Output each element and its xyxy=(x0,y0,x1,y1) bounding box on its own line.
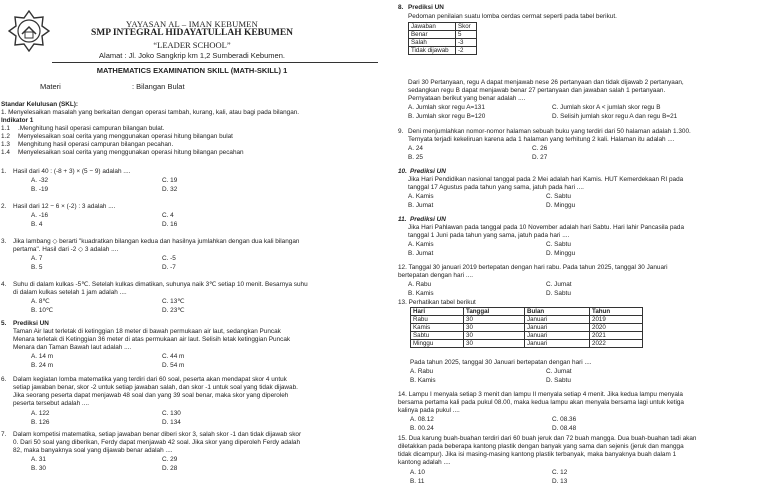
option-b: B. 11 xyxy=(410,478,425,485)
calendar-table xyxy=(410,307,643,348)
table-header-cell: Hari xyxy=(411,308,464,316)
question-text: Pedoman penilaian suatu lomba cerdas cermat seperti pada tabel berikut. xyxy=(408,13,617,20)
option-b: B. Jumlah skor regu B=120 xyxy=(408,113,486,120)
question-text: di dalam kulkas setelah 1 jam adalah .... xyxy=(13,289,127,296)
question-text: diletakkan pada beberapa kantong plastik dengan banyak yang sama dan sejenis (jeruk dan mangga xyxy=(398,443,684,450)
option-d: D. Minggu xyxy=(546,250,576,257)
indicator-text: Menyelesaikan soal cerita yang menggunakan operasi hitung bilangan bulat xyxy=(18,133,233,140)
skl-heading: Standar Kelulusan (SKL): xyxy=(1,101,79,108)
question-text: kalinya pada pukul .... xyxy=(398,407,460,414)
materi-value: : Bilangan Bulat xyxy=(132,82,185,91)
option-d: D. 32 xyxy=(162,186,178,193)
materi-row xyxy=(40,82,185,91)
option-b: B. 24 m xyxy=(31,362,54,369)
indicator-text: Menghitung hasil operasi campuran bilangan pecahan. xyxy=(18,141,174,148)
option-a: A. 14 m xyxy=(31,353,54,360)
table-cell: 30 xyxy=(464,324,525,332)
option-c: C. Jumat xyxy=(546,281,572,288)
option-d: D. 16 xyxy=(162,221,178,228)
question-number: 1. xyxy=(1,168,7,175)
option-d: D. Sabtu xyxy=(546,290,571,297)
question-text: Taman Air laut terletak di ketinggian 18 meter di bawah permukaan air laut, sedangkan Puncak xyxy=(13,328,281,335)
question-text: tanggal 17 Agustus pada tahun yang sama, jatuh pada hari .... xyxy=(408,184,584,191)
option-c: C. 08.36 xyxy=(552,416,577,423)
indicator-text: Menyelesaikan soal cerita yang menggunakan operasi hitung bilangan pecahan xyxy=(18,149,244,156)
table-cell: 2019 xyxy=(590,316,643,324)
question-text: bertepatan dengan hari .... xyxy=(398,272,473,279)
table-cell: 2020 xyxy=(590,324,643,332)
option-b: B. Jumat xyxy=(408,202,434,209)
question-number: 9. xyxy=(398,128,404,135)
table-cell: 30 xyxy=(464,332,525,340)
table-cell: 2021 xyxy=(590,332,643,340)
option-c: C. Sabtu xyxy=(546,241,571,248)
table-row xyxy=(411,340,643,348)
question-text: Hasil dari 40 : (-8 + 3) × (5 − 9) adalah .... xyxy=(13,168,131,175)
table-cell: 30 xyxy=(464,340,525,348)
question-text: kantong adalah .... xyxy=(398,459,451,466)
option-a: A. 8℃ xyxy=(31,298,50,305)
question-text: setiap jawaban benar, skor -2 untuk setiap jawaban salah, dan skor -1 untuk soal yang tidak dijawab. xyxy=(13,384,298,391)
table-cell: Kamis xyxy=(411,324,464,332)
exam-title: MATHEMATICS EXAMINATION SKILL (MATH-SKILL) 1 xyxy=(96,66,288,75)
option-c: C. 44 m xyxy=(162,353,185,360)
option-a: A. Jumlah skor regu A=131 xyxy=(408,104,485,111)
skl-text: 1. Menyelesaikan masalah yang berkaitan dengan operasi tambah, kurang, kali, atau bagi pada bilangan. xyxy=(1,109,300,116)
option-b: B. 5 xyxy=(31,264,43,271)
question-text: Deni menjumlahkan nomor-nomor halaman sebuah buku yang terdiri dari 50 halaman adalah 1.300. xyxy=(408,128,691,135)
option-c: C. -5 xyxy=(162,255,176,262)
question-text: Dalam kompetisi matematika, setiap jawaban benar diberi skor 3, salah skor -1 dan tidak dijawab skor xyxy=(13,431,302,438)
question-text: Menara terletak di Ketinggian 36 meter di atas permukaan air laut. Selisih letak ketinggian Puncak xyxy=(13,336,291,343)
table-cell: Rabu xyxy=(411,316,464,324)
question-text: Jika Hari Pendidikan nasional tanggal pada 2 Mei adalah hari Kamis. HUT Kemerdekaan RI pada xyxy=(408,176,684,183)
table-cell: Minggu xyxy=(411,340,464,348)
question-text: Dalam kegiatan lomba matematika yang terdiri dari 60 soal, peserta akan mendapat skor 4 untuk xyxy=(13,376,287,383)
option-c: C. 4 xyxy=(162,212,174,219)
question-text: 15. Dua karung buah-buahan terdiri dari 60 buah jeruk dan 72 buah mangga. Dua buah-buahan tadi akan xyxy=(398,435,697,442)
table-row xyxy=(411,324,643,332)
question-number: 4. xyxy=(1,281,7,288)
question-text: Jika lambang ◇ berarti "kuadratkan bilangan kedua dan hasilnya jumlahkan dengan dua kali bilangan xyxy=(13,238,300,245)
option-a: A. 08.12 xyxy=(410,416,434,423)
option-a: A. Kamis xyxy=(408,241,434,248)
option-a: A. Rabu xyxy=(410,368,434,375)
option-a: A. Rabu xyxy=(408,281,432,288)
option-d: D. Minggu xyxy=(546,202,576,209)
table-row xyxy=(409,47,477,55)
option-c: C. Jumat xyxy=(546,368,572,375)
question-text: Ternyata terjadi kekeliruan karena ada 1 halaman yang terhitung 2 kali. Halaman itu adalah .... xyxy=(408,136,675,143)
option-b: B. 4 xyxy=(31,221,43,228)
option-c: C. 13℃ xyxy=(162,298,185,305)
indicator-num: 1.2 xyxy=(1,133,10,140)
option-a: A. 10 xyxy=(410,469,425,476)
option-d: D. 28 xyxy=(162,465,178,472)
header-divider xyxy=(52,62,378,63)
table-cell: Januari xyxy=(525,324,590,332)
option-d: D. Sabtu xyxy=(546,377,571,384)
question-text: tanggal 1 Juni pada tahun yang sama, jatuh pada hari .... xyxy=(408,232,570,239)
option-c: C. 12 xyxy=(552,469,568,476)
question-text: Hasil dari 12 − 6 × (-2) : 3 adalah .... xyxy=(13,203,116,210)
materi-label: Materi xyxy=(40,82,61,91)
question-text: tidak dicampur). Jika isi masing-masing kantong plastik terbanyak, maka banyaknya buah dalam 1 xyxy=(398,451,677,458)
school-address: Alamat : Jl. Joko Sangkrip km 1,2 Sumberadi Kebumen. xyxy=(99,51,285,60)
question-text: Jika Hari Pahlawan pada tanggal pada 10 November adalah hari Sabtu. Hari lahir Pancasila pada xyxy=(408,224,685,231)
option-c: C. 19 xyxy=(162,177,178,184)
table-row xyxy=(411,316,643,324)
table-row xyxy=(409,39,477,47)
option-b: B. 10℃ xyxy=(31,307,54,314)
indikator-heading: Indikator 1 xyxy=(1,117,34,124)
option-b: B. 25 xyxy=(408,154,423,161)
question-text: sedangkan regu B dapat menjawab benar 27 pertanyaan dan jawaban salah 1 pertanyaan. xyxy=(408,87,666,94)
question-text: Dari 30 Pertanyaan, regu A dapat menjawab nese 26 pertanyaan dan tidak dijawab 2 pertanyaan, xyxy=(408,79,684,86)
table-cell: Januari xyxy=(525,332,590,340)
foundation-name: YAYASAN AL – IMAN KEBUMEN xyxy=(126,19,258,29)
school-name: SMP INTEGRAL HIDAYATULLAH KEBUMEN xyxy=(90,28,294,38)
question-title: Prediksi UN xyxy=(13,320,49,327)
option-c: C. 29 xyxy=(162,456,178,463)
table-header-cell: Tahun xyxy=(590,308,643,316)
question-text: Menara dan Taman Bawah laut adalah .... xyxy=(13,344,132,351)
table-row xyxy=(411,332,643,340)
question-number: 11. xyxy=(398,216,407,223)
option-b: B. 00.24 xyxy=(410,425,434,432)
indicator-num: 1.1 xyxy=(1,125,10,132)
table-cell: Januari xyxy=(525,340,590,348)
question-text: peserta tersebut adalah .... xyxy=(13,400,90,407)
table-header-cell: Bulan xyxy=(525,308,590,316)
question-text: Pada tahun 2025, tanggal 30 Januari bertepatan dengan hari .... xyxy=(410,359,592,366)
table-header-cell: Tanggal xyxy=(464,308,525,316)
question-title: Prediksi UN xyxy=(408,4,444,11)
table-cell: Skor xyxy=(456,23,477,31)
option-a: A. -16 xyxy=(31,212,49,219)
table-cell: 30 xyxy=(464,316,525,324)
table-cell: -2 xyxy=(456,47,477,55)
table-cell: Sabtu xyxy=(411,332,464,340)
question-number: 7. xyxy=(1,431,7,438)
option-c: C. Sabtu xyxy=(546,193,571,200)
option-a: A. 31 xyxy=(31,456,46,463)
question-number: 6. xyxy=(1,376,7,383)
option-b: B. Kamis xyxy=(410,377,436,384)
indicator-num: 1.4 xyxy=(1,149,10,156)
school-header xyxy=(0,0,384,66)
option-d: D. 08.48 xyxy=(552,425,577,432)
option-d: D. 23℃ xyxy=(162,307,185,314)
option-c: C. 26 xyxy=(532,145,548,152)
option-a: A. Kamis xyxy=(408,193,434,200)
question-text: 82, maka banyaknya soal yang dijawab benar adalah .... xyxy=(13,447,173,454)
question-number: 3. xyxy=(1,238,7,245)
option-b: B. Kamis xyxy=(408,290,434,297)
option-d: D. Selisih jumlah skor regu A dan regu B=21 xyxy=(552,113,678,120)
table-cell: 5 xyxy=(456,31,477,39)
option-b: B. 30 xyxy=(31,465,46,472)
table-cell: Salah xyxy=(409,39,456,47)
option-c: C. Jumlah skor A < jumlah skor regu B xyxy=(552,104,661,111)
question-text: Pernyataan berikut yang benar adalah .... xyxy=(408,95,526,102)
table-row xyxy=(411,308,643,316)
table-cell: 2022 xyxy=(590,340,643,348)
left-column xyxy=(0,0,384,472)
option-d: D. 134 xyxy=(162,419,181,426)
option-d: D. 13 xyxy=(552,478,568,485)
question-number: 10. xyxy=(398,168,407,175)
option-a: A. 24 xyxy=(408,145,423,152)
question-title: Prediksi UN xyxy=(410,168,446,175)
question-text: 14. Lampu I menyala setiap 3 menit dan lampu II menyala setiap 4 menit. Jika kedua lampu menyala xyxy=(398,391,683,398)
question-number: 5. xyxy=(1,320,7,327)
question-text: pertama". Hasil dari -2 ◇ 3 adalah .... xyxy=(13,246,119,253)
option-d: D. -7 xyxy=(162,264,176,271)
option-b: B. -19 xyxy=(31,186,49,193)
option-d: D. 27 xyxy=(532,154,548,161)
indicator-num: 1.3 xyxy=(1,141,10,148)
table-cell: Januari xyxy=(525,316,590,324)
table-row xyxy=(409,31,477,39)
option-b: B. Jumat xyxy=(408,250,434,257)
question-text: bersama pertama kali pada pukul 08.00, maka kedua lampu akan menyala bersama lagi untuk ketiga xyxy=(398,399,684,406)
question-number: 2. xyxy=(1,203,7,210)
question-number: 8. xyxy=(398,4,404,11)
question-text: 0. Dari 50 soal yang diberikan, Ferdy dapat menjawab 42 soal. Jika skor yang diperoleh Ferdy adalah xyxy=(13,439,301,446)
table-cell: Tidak dijawab xyxy=(409,47,456,55)
table-cell: Jawaban xyxy=(409,23,456,31)
option-d: D. 54 m xyxy=(162,362,185,369)
table-cell: -3 xyxy=(456,39,477,47)
table-cell: Benar xyxy=(409,31,456,39)
option-a: A. 122 xyxy=(31,410,50,417)
option-a: A. -32 xyxy=(31,177,49,184)
school-motto: “LEADER SCHOOL” xyxy=(153,40,231,50)
table-row xyxy=(409,23,477,31)
option-b: B. 126 xyxy=(31,419,50,426)
question-title: Prediksi UN xyxy=(410,216,446,223)
question-text: Jika seorang peserta dapat menjawab 48 soal dan yang 39 soal benar, maka skor yang diperoleh xyxy=(13,392,289,399)
option-c: C. 130 xyxy=(162,410,181,417)
question-text: Suhu di dalam kulkas -5℃. Setelah kulkas dimatikan, suhunya naik 3℃ setiap 10 menit. Besarnya suhu xyxy=(13,281,308,288)
question-text: 12. Tanggal 30 januari 2019 bertepatan dengan hari rabu. Pada tahun 2025, tanggal 30 Januari xyxy=(398,264,668,271)
indicator-text: .Menghitung hasil operasi campuran bilangan bulat. xyxy=(18,125,165,132)
question-text: 13. Perhatikan tabel berikut xyxy=(398,299,476,306)
option-a: A. 7 xyxy=(31,255,43,262)
scoring-table xyxy=(408,22,477,55)
